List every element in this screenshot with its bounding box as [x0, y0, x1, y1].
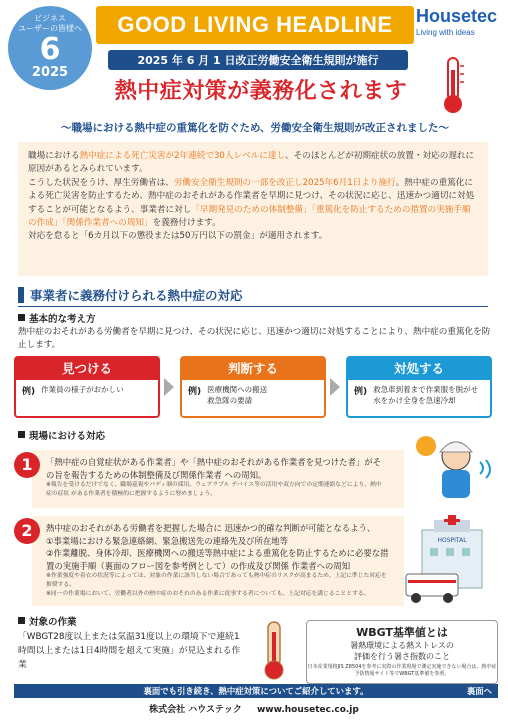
step-find-example [16, 380, 158, 401]
thermometer-icon [438, 54, 468, 116]
onsite-heading-text: 現場における対応 [29, 431, 106, 442]
badge-line2: ユーザーの皆様へ [18, 24, 82, 33]
item-2-line-2: ②作業離脱、身体冷却、医療機関への搬送等熱中症による重篤化を防止するために必要な措置の実施手順（裏面のフロー図を参考例として）の作成及び関係 作業者への周知 [46, 548, 389, 571]
basic-heading [18, 311, 96, 325]
example-text: 作業員の様子がおかしい [41, 385, 124, 394]
step-judge-label: 判断する [182, 358, 324, 380]
masthead [96, 6, 414, 44]
intro-highlight: 労働安全衛生規則の一部を改正し2025年6月1日より施行 [173, 177, 396, 188]
item-2-content [46, 522, 392, 599]
company-footer [0, 702, 508, 715]
intro-text: こうした状況をうけ、厚生労働省は、 [28, 177, 174, 188]
intro-text: 。熱中症の重篤化による死亡災害を防止するため、熱中症のおそれがある作業者を早期に見つけ、その状況に応じ、迅速かつ適切に対処することが可能となるよう、事業者に対し [28, 177, 475, 215]
next-page-link[interactable]: 裏面へ [466, 686, 492, 696]
company-url[interactable]: www.housetec.co.jp [256, 705, 359, 715]
steps-flow [14, 356, 494, 418]
example-prefix: 例) [354, 387, 368, 397]
intro-paragraph-2 [28, 177, 478, 231]
step-find-label: 見つける [16, 358, 158, 380]
wbgt-note: 日本産業規格JIS Z8504を参考に実際の作業現場で測定実施できない場合は、熱中症予防情報サイト等でWBGT基準値を参照。 [307, 664, 497, 677]
intro-text: 、そのほとんどが初期症状の放置・対応の遅れに原因があるとみられています。 [28, 151, 475, 175]
wbgt-line-1: 暑熱環境による熱ストレスの [350, 641, 454, 650]
example-prefix: 例) [22, 387, 36, 397]
step-judge [180, 356, 326, 418]
intro-text: を義務付けます。 [152, 218, 221, 229]
hospital-ambulance-illustration-icon [400, 514, 500, 614]
square-bullet-icon [18, 617, 25, 624]
logo-brand: Housetec [416, 6, 498, 26]
intro-highlight: 「早期発見のための体制整備」「重篤化を防止するための措置の実施手順の作成」「関係作業者への周知」 [28, 204, 471, 229]
step-find [14, 356, 160, 418]
footer-bar [14, 684, 498, 698]
company-logo [416, 6, 504, 46]
masthead-title: GOOD LIVING HEADLINE [117, 12, 393, 37]
section-divider [18, 306, 488, 307]
badge-year: 2025 [31, 65, 69, 80]
subhead: 2025 年 6 月 1 日改正労働安全衛生規則が施行 [108, 50, 408, 70]
issue-badge [8, 6, 92, 90]
target-heading-text: 対象の作業 [29, 617, 77, 628]
item-2-note-1: ※作業強度や着衣の状況等によっては、対象の作業に該当しない場合であっても熱中症のリスクが高まるため、上記に準じた対応を推奨する。 [46, 573, 387, 588]
intro-paragraph-3: 対応を怠ると「6カ月以下の懲役または50万円以下の罰金」が適用されます。 [28, 231, 328, 242]
item-1-text: 「熱中症の自覚症状がある作業者」や「熱中症のおそれがある作業者を見つけた者」がその旨を報告するための体制整備及び関係作業者 への周知。 [46, 457, 381, 480]
onsite-heading [18, 428, 105, 442]
item-1-number: 1 [14, 452, 40, 478]
example-prefix: 例) [188, 387, 202, 397]
thermometer-icon [254, 620, 294, 682]
target-heading [18, 614, 77, 628]
example-text: 医療機関への搬送 救急隊の要請 [207, 385, 268, 405]
worker-illustration-icon [410, 432, 500, 512]
item-1-content [46, 456, 386, 499]
intro-text: 職場における [28, 151, 80, 161]
headline: 熱中症対策が義務化されます [114, 79, 408, 104]
basic-heading-text: 基本的な考え方 [29, 314, 96, 325]
arrow-right-icon [164, 378, 174, 396]
wbgt-info-box [306, 620, 498, 684]
step-judge-example [182, 380, 324, 410]
example-text: 救急車到着まで作業服を脱がせ水をかけ全身を急速冷却 [373, 385, 479, 405]
badge-number: 6 [39, 32, 61, 67]
arrow-right-icon [330, 378, 340, 396]
wbgt-title: WBGT基準値とは [356, 626, 448, 639]
step-treat-example [348, 380, 490, 410]
item-2-line-1: ①事業場における緊急連絡網、緊急搬送先の連絡先及び所在地等 [46, 535, 289, 546]
section-title-text: 事業者に義務付けられる熱中症の対応 [30, 288, 243, 303]
intro-highlight: 熱中症による死亡災害が2年連続で30人レベルに達し [79, 151, 286, 161]
intro-box [18, 142, 488, 276]
target-text: 「WBGT28度以上または気温31度以上の環境下で連続1時間以上または1日4時間を超えて実施」が見込まれる作業 [18, 632, 241, 670]
basic-text: 熱中症のおそれがある労働者を早期に見つけ、その状況に応じ、迅速かつ適切に対処することにより、熱中症の重篤化を防止します。 [18, 327, 491, 350]
tagline: 〜職場における熱中症の重篤化を防ぐため、労働安全衛生規則が改正されました〜 [60, 122, 450, 134]
step-treat-label: 対処する [348, 358, 490, 380]
section-title [18, 286, 243, 304]
intro-paragraph-1 [28, 150, 478, 177]
square-bullet-icon [18, 314, 25, 321]
item-2-text: 熱中症のおそれがある労働者を把握した場合に 迅速かつ的確な判断が可能となるよう、 [46, 523, 376, 533]
logo-tagline: Living with ideas [416, 28, 475, 37]
item-2-note-2: ※同一の作業場において、労働者以外の熱中症のおそれのある作業に従事する者についても、上記対応を講じることとする。 [46, 591, 370, 597]
wbgt-line-2: 評価を行う暑さ指数のこと [354, 652, 450, 661]
item-1-note: ※報告を受けるだけでなく、職場巡視やバディ制の採用、ウェアラブル デバイス等の活用や双方向での定期連絡などにより、熱中症の症状 がある作業者を積極的に把握するように努めましょう。 [46, 482, 382, 497]
square-bullet-icon [18, 431, 25, 438]
footer-text: 裏面でも引き続き、熱中症対策についてご紹介しています。 [143, 686, 369, 696]
company-name: 株式会社 ハウステック [149, 705, 242, 715]
hospital-sign: HOSPITAL [437, 537, 467, 544]
section-bar [18, 287, 24, 303]
step-treat [346, 356, 492, 418]
item-2-number: 2 [14, 518, 40, 544]
badge-line1: ビジネス [34, 14, 66, 23]
